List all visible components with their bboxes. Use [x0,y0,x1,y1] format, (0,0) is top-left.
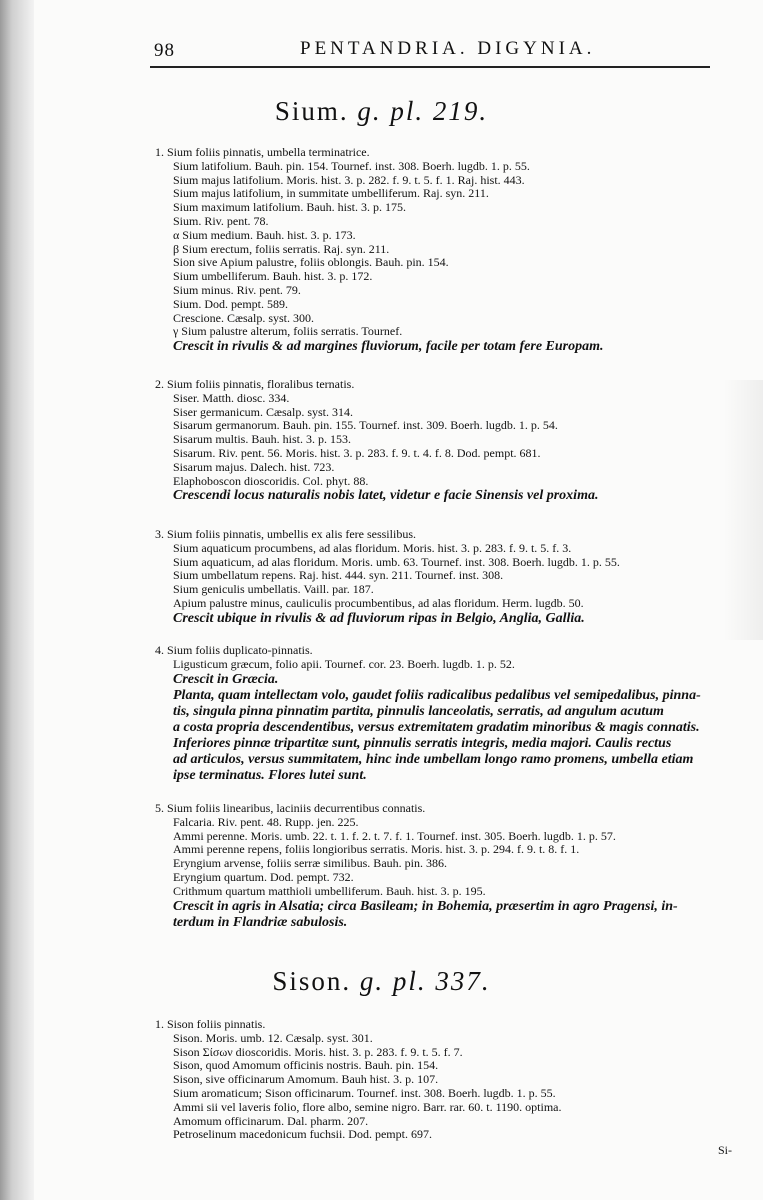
synonym-line: Amomum officinarum. Dal. pharm. 207. [173,1114,369,1128]
synonym-line: Ligusticum græcum, folio apii. Tournef. cor. 23. Boerh. lugdb. 1. p. 52. [173,657,515,671]
description-line: a costa propria descendentibus, versus extremitatem gradatim minoribus & magis connatis. [173,719,700,735]
species-entry-1 [155,146,730,355]
synonym-line: Sison, quod Amomum officinis nostris. Bauh. pin. 154. [173,1059,439,1073]
synonym-line: Sium geniculis umbellatis. Vaill. par. 187. [173,583,374,597]
species-entry-2 [155,378,730,504]
variety-line: β Sium erectum, foliis serratis. Raj. syn. 211. [173,242,390,256]
species-entry-4 [155,644,730,784]
synonym-line: Sium minus. Riv. pent. 79. [173,283,301,297]
habitat-note: Crescit in agris in Alsatia; circa Basileam; in Bohemia, præsertim in agro Pragensi, in- [173,898,678,914]
habitat-note: terdum in Flandriæ sabulosis. [173,914,348,930]
synonym-line: Sium umbellatum repens. Raj. hist. 444. syn. 211. Tournef. inst. 308. [173,569,504,583]
description-line: ipse terminatus. Flores lutei sunt. [173,767,367,783]
synonym-line: Sium maximum latifolium. Bauh. hist. 3. p. 175. [173,201,406,215]
genus-reference: g. pl. 219. [357,96,489,126]
synonym-line: Sisarum majus. Dalech. hist. 723. [173,460,335,474]
running-head [150,38,710,64]
genus-reference: g. pl. 337. [359,966,491,996]
synonym-line: Sium aromaticum; Sison officinarum. Tournef. inst. 308. Boerh. lugdb. 1. p. 55. [173,1086,556,1100]
synonym-line: Sion sive Apium palustre, foliis oblongis. Bauh. pin. 154. [173,256,449,270]
synonym-line: Crescione. Cæsalp. syst. 300. [173,311,314,325]
species-diagnosis: 3. Sium foliis pinnatis, umbellis ex alis fere sessilibus. [155,528,416,541]
header-rule [150,66,710,68]
synonym-line: Falcaria. Riv. pent. 48. Rupp. jen. 225. [173,815,359,829]
synonym-line: Sium majus latifolium. Moris. hist. 3. p. 282. f. 9. t. 5. f. 1. Raj. hist. 443. [173,173,525,187]
genus-name: Sison. [272,966,352,996]
synonym-line: Elaphoboscon dioscoridis. Col. phyt. 88. [173,474,369,488]
synonym-line: Sium majus latifolium, in summitate umbelliferum. Raj. syn. 211. [173,187,489,201]
species-entry-3 [155,528,730,627]
variety-line: γ Sium palustre alterum, foliis serratis. Tournef. [173,325,403,339]
synonym-line: Sison. Moris. umb. 12. Cæsalp. syst. 301. [173,1031,373,1045]
habitat-note: Crescit in Græcia. [173,671,279,687]
description-line: Planta, quam intellectam volo, gaudet foliis radicalibus pedalibus vel semipedalibus, pinna- [173,687,701,703]
synonym-line: Ammi sii vel laveris folio, flore albo, semine nigro. Barr. rar. 60. t. 1190. optima. [173,1100,562,1114]
synonym-line: Ammi perenne. Moris. umb. 22. t. 1. f. 2. t. 7. f. 1. Tournef. inst. 305. Boerh. lugdb. 1. p. 57. [173,829,616,843]
synonym-line: Siser. Matth. diosc. 334. [173,391,290,405]
synonym-line: Sison, sive officinarum Amomum. Bauh hist. 3. p. 107. [173,1073,439,1087]
synonym-line: Ammi perenne repens, foliis longioribus serratis. Moris. hist. 3. p. 294. f. 9. t. 8. f. 1. [173,843,580,857]
synonym-line: Petroselinum macedonicum fuchsii. Dod. pempt. 697. [173,1128,432,1142]
synonym-line: Sisarum. Riv. pent. 56. Moris. hist. 3. p. 283. f. 9. t. 4. f. 8. Dod. pempt. 681. [173,446,541,460]
species-diagnosis: 1. Sison foliis pinnatis. [155,1018,266,1031]
synonym-line: Sium. Riv. pent. 78. [173,214,269,228]
running-title: PENTANDRIA. DIGYNIA. [300,38,596,59]
page-gutter-shadow [0,0,34,1200]
catchword: Si- [718,1143,733,1157]
genus-heading-sium [0,96,763,127]
species-diagnosis: 1. Sium foliis pinnatis, umbella terminatrice. [155,146,370,159]
synonym-line: Sium latifolium. Bauh. pin. 154. Tournef. inst. 308. Boerh. lugdb. 1. p. 55. [173,159,530,173]
habitat-note: Crescit ubique in rivulis & ad fluviorum ripas in Belgio, Anglia, Gallia. [173,610,585,626]
species-diagnosis: 4. Sium foliis duplicato-pinnatis. [155,644,313,657]
species-diagnosis: 2. Sium foliis pinnatis, floralibus ternatis. [155,378,355,391]
synonym-line: Sisarum multis. Bauh. hist. 3. p. 153. [173,433,352,447]
page-number: 98 [154,40,175,61]
species-entry-5 [155,802,730,931]
synonym-line: Sison Σίσων dioscoridis. Moris. hist. 3. p. 283. f. 9. t. 5. f. 7. [173,1045,463,1059]
synonym-line: Sium. Dod. pempt. 589. [173,297,289,311]
synonym-line: Sisarum germanorum. Bauh. pin. 155. Tournef. inst. 309. Boerh. lugdb. 1. p. 54. [173,419,558,433]
description-line: Inferiores pinnæ tripartitæ sunt, pinnulis serratis integris, media majori. Caulis rectus [173,735,672,751]
genus-heading-sison [0,966,763,997]
synonym-line: Sium aquaticum, ad alas floridum. Moris. umb. 63. Tournef. inst. 308. Boerh. lugdb. 1. p. 55. [173,555,620,569]
synonym-line: Crithmum quartum matthioli umbelliferum. Bauh. hist. 3. p. 195. [173,884,486,898]
synonym-line: Eryngium quartum. Dod. pempt. 732. [173,870,354,884]
synonym-line: Sium aquaticum procumbens, ad alas floridum. Moris. hist. 3. p. 283. f. 9. t. 5. f. 3. [173,541,572,555]
species-diagnosis: 5. Sium foliis linearibus, laciniis decurrentibus connatis. [155,802,426,815]
synonym-line: Eryngium arvense, foliis serræ similibus. Bauh. pin. 386. [173,857,447,871]
synonym-line: Sium umbelliferum. Bauh. hist. 3. p. 172. [173,270,373,284]
habitat-note: Crescendi locus naturalis nobis latet, videtur e facie Sinensis vel proxima. [173,488,599,504]
variety-line: α Sium medium. Bauh. hist. 3. p. 173. [173,228,356,242]
description-line: tis, singula pinna pinnatim partita, pinnulis lanceolatis, serratis, ad angulum acutum [173,703,664,719]
synonym-line: Apium palustre minus, cauliculis procumbentibus, ad alas floridum. Herm. lugdb. 50. [173,596,584,610]
synonym-line: Siser germanicum. Cæsalp. syst. 314. [173,405,353,419]
sison-entry-1 [155,1018,730,1142]
habitat-note: Crescit in rivulis & ad margines fluviorum, facile per totam fere Europam. [173,339,604,355]
description-line: ad articulos, versus summitatem, hinc inde umbellam longo ramo promens, umbella etiam [173,751,694,767]
genus-name: Sium. [274,96,349,126]
